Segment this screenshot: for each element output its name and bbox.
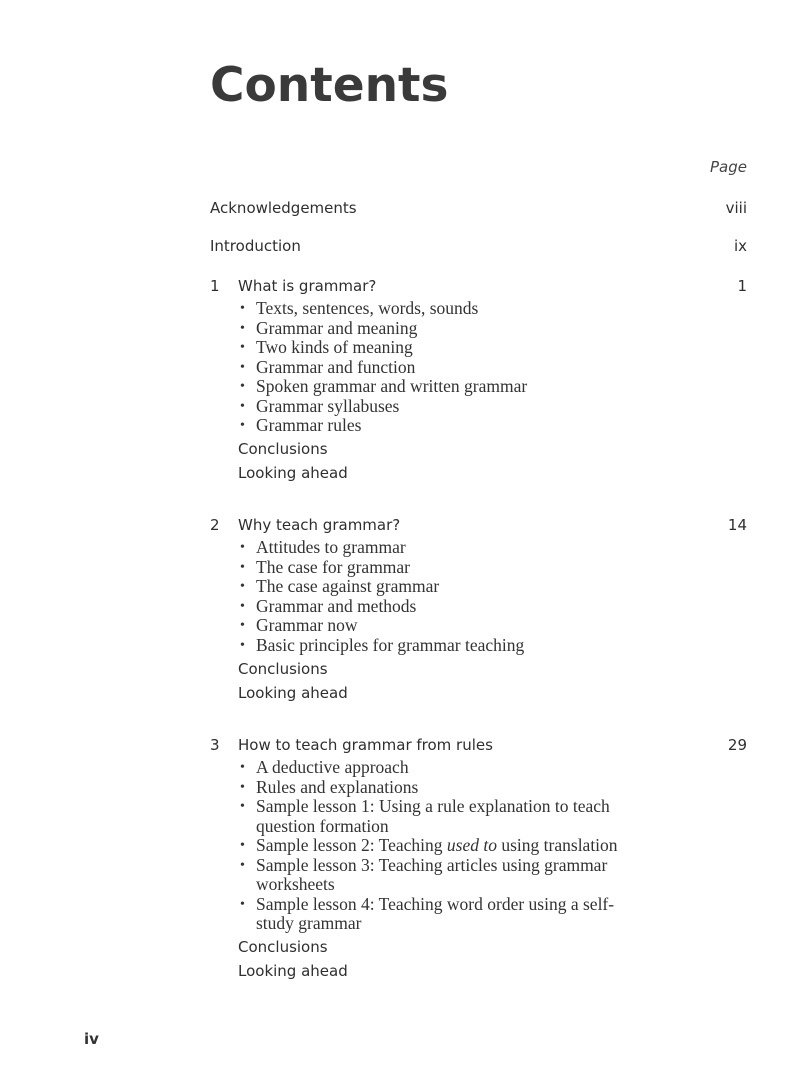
section-item: • Texts, sentences, words, sounds — [240, 298, 479, 318]
chapter-page: 14 — [727, 516, 747, 534]
section-item: • The case against grammar — [240, 576, 440, 596]
section-item: • Sample lesson 1: Using a rule explanation to teach question formation — [240, 796, 610, 836]
page-number: iv — [84, 1030, 99, 1048]
section-item: • A deductive approach — [240, 757, 409, 777]
toc-entry-title: Introduction — [210, 237, 301, 255]
italic-term: used to — [446, 835, 497, 855]
section-item: • Grammar syllabuses — [240, 395, 400, 416]
chapter-title: What is grammar? — [238, 277, 377, 295]
chapter-number: 2 — [210, 516, 220, 534]
section-item: • Sample lesson 4: Teaching word order using a self-study grammar — [240, 893, 615, 933]
chapter-2-looking-ahead: Looking ahead — [238, 684, 348, 702]
chapter-number: 3 — [210, 736, 220, 754]
chapter-3-looking-ahead: Looking ahead — [238, 962, 348, 980]
section-item: • Grammar rules — [240, 415, 362, 435]
section-item: • Grammar now — [240, 615, 358, 635]
toc-entry-title: Acknowledgements — [210, 199, 357, 217]
section-item: • Attitudes to grammar — [240, 537, 406, 557]
section-item: • Basic principles for grammar teaching — [240, 634, 525, 655]
chapter-3-conclusions: Conclusions — [238, 938, 328, 956]
chapter-1-sections — [240, 299, 640, 436]
section-item: • Rules and explanations — [240, 776, 419, 797]
section-item: • Grammar and meaning — [240, 317, 418, 338]
section-item: • Sample lesson 3: Teaching articles using grammar worksheets — [240, 854, 608, 894]
page-column-label: Page — [710, 158, 747, 176]
section-item: • Two kinds of meaning — [240, 337, 413, 357]
chapter-page: 1 — [737, 277, 747, 295]
section-item: • Grammar and function — [240, 356, 416, 377]
chapter-page: 29 — [727, 736, 747, 754]
chapter-title: Why teach grammar? — [238, 516, 401, 534]
page-title: Contents — [210, 58, 449, 113]
chapter-1-looking-ahead: Looking ahead — [238, 464, 348, 482]
chapter-number: 1 — [210, 277, 220, 295]
section-item: • Sample lesson 2: Teaching used to using translation — [240, 835, 618, 855]
toc-entry-page: viii — [725, 199, 747, 217]
chapter-title: How to teach grammar from rules — [238, 736, 493, 754]
section-item: • The case for grammar — [240, 556, 411, 577]
chapter-2-sections — [240, 538, 640, 655]
section-item: • Grammar and methods — [240, 595, 417, 616]
chapter-3-sections — [240, 758, 625, 934]
chapter-2-conclusions: Conclusions — [238, 660, 328, 678]
toc-entry-page: ix — [733, 237, 747, 255]
section-item: • Spoken grammar and written grammar — [240, 376, 528, 396]
chapter-1-conclusions: Conclusions — [238, 440, 328, 458]
